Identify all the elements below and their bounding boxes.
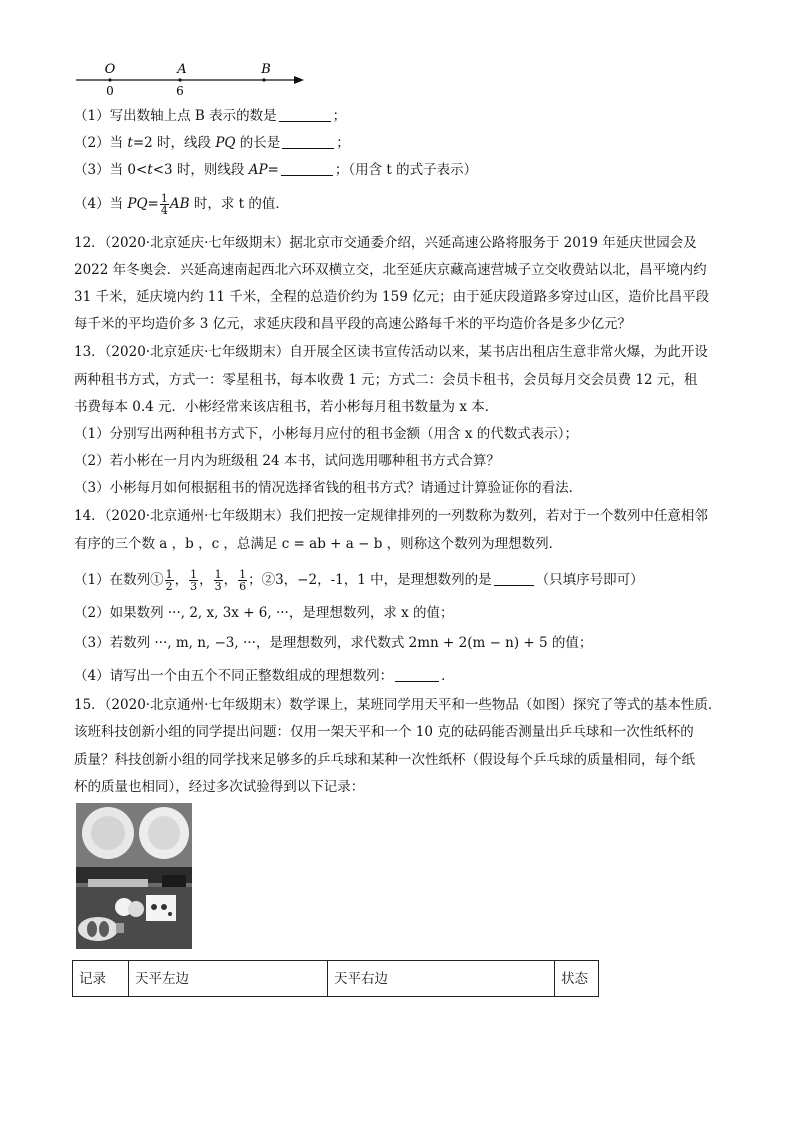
answer-blank[interactable] <box>282 134 334 149</box>
table-header-cell: 天平左边 <box>129 961 328 997</box>
var-pq: PQ <box>127 196 148 212</box>
label-b: B <box>261 62 271 77</box>
point-a <box>178 78 181 81</box>
q11-part2 <box>74 133 350 153</box>
q15-line: 杯的质量也相同），经过多次试验得到以下记录： <box>74 779 365 795</box>
q14-part2: （2）如果数列 ···, 2, x, 3x + 6, ···，是理想数列，求 x 的值； <box>74 605 454 621</box>
q14-part1-text: ；②3，−2，-1，1 中，是理想数列的是 <box>248 572 492 588</box>
fraction <box>238 569 247 592</box>
photo-illustration <box>76 803 192 949</box>
ruler <box>88 879 148 887</box>
point-b <box>262 78 265 81</box>
q11-part2-end: ； <box>336 135 350 151</box>
var-ab: AB <box>169 196 190 212</box>
q15-line: 15．（2020·北京通州·七年级期末）数学课上，某班同学用天平和一些物品（如图）探究了等式的基本性质． <box>74 697 722 713</box>
q11-part2-text: 的长是 <box>235 135 281 151</box>
q14-part1: （1）在数列① $\frac{1}{2}$ ， $\frac{1}{3}$ ， $\frac{1}{3}$ ， $\frac{1}{6}$ ；②3，−2，-1，1 中，是理想数列的是 （只填序号即可） <box>74 568 644 593</box>
label-a: A <box>177 62 187 77</box>
q13-line: 两种租书方式，方式一：零星租书，每本收费 1 元；方式二：会员卡租书，会员每月交会员费 12 元，租 <box>74 372 698 388</box>
paper-cups <box>78 917 118 941</box>
balance-scale-photo <box>76 803 192 949</box>
q11-part3-text: （3）当 0< <box>74 162 148 178</box>
fraction-numerator: 1 <box>165 568 173 581</box>
tick-0: 0 <box>106 84 114 98</box>
q11-part3-note: ；（用含 t 的式子表示） <box>334 162 478 178</box>
label-o: O <box>104 62 116 77</box>
q11-part4-text: （4）当 <box>74 196 128 212</box>
var-pq: PQ <box>215 135 236 151</box>
point-o <box>108 78 111 81</box>
q13-part3: （3）小彬每月如何根据租书的情况选择省钱的租书方式？请通过计算验证你的看法． <box>74 480 583 496</box>
q11-part4-text: 时，求 t 的值． <box>189 196 289 212</box>
q11-part1-end: ； <box>332 108 347 124</box>
table-header-cell: 状态 <box>555 961 599 997</box>
q14-line: 有序的三个数 a ，b ，c ，总满足 c = ab + a − b ，则称这个数列为理想数列． <box>74 536 563 552</box>
q11-part1 <box>74 106 346 126</box>
fraction-numerator: 1 <box>214 568 222 581</box>
q11-part2-text: =2 时，线段 <box>132 135 216 151</box>
answer-blank[interactable] <box>279 107 331 122</box>
q13-line: 书费每本 0.4 元．小彬经常来该店租书，若小彬每月租书数量为 x 本． <box>74 399 499 415</box>
var-t: t <box>127 135 133 151</box>
fraction <box>214 569 223 592</box>
fraction <box>189 569 198 592</box>
table-header-cell: 记录 <box>73 961 129 997</box>
q13-part1: （1）分别写出两种租书方式下，小彬每月应付的租书金额（用含 x 的代数式表示）； <box>74 426 579 442</box>
q12-line: 31 千米，延庆境内约 11 千米，全程的总造价约为 159 亿元；由于延庆段道路多穿过山区，造价比昌平段 <box>74 289 710 305</box>
q15-line: 该班科技创新小组的同学提出问题：仅用一架天平和一个 10 克的砝码能否测量出乒乓球和一次性纸杯的 <box>74 724 694 740</box>
q11-part4-text: = <box>147 196 159 212</box>
q14-part3: （3）若数列 ···, m, n, −3, ···，是理想数列，求代数式 2mn + 2(m − n) + 5 的值； <box>74 635 593 651</box>
q11-part4 <box>74 190 289 218</box>
tick-6: 6 <box>176 84 184 98</box>
var-ap: AP <box>248 162 268 178</box>
fraction-numerator: 1 <box>160 192 168 205</box>
fraction-denominator: 2 <box>165 580 173 593</box>
weight-box <box>146 895 176 921</box>
fraction-numerator: 1 <box>239 568 247 581</box>
q14-part4-text: （4）请写出一个由五个不同正整数组成的理想数列： <box>74 668 394 684</box>
q13-line: 13．（2020·北京延庆·七年级期末）自开展全区读书宣传活动以来，某书店出租店生意非常火爆，为此开设 <box>74 344 708 360</box>
q11-part3-text: = <box>267 162 279 178</box>
fraction-denominator: 6 <box>239 580 247 593</box>
number-line-figure <box>72 58 312 98</box>
answer-blank[interactable] <box>281 161 333 176</box>
answer-blank[interactable] <box>395 667 439 682</box>
answer-blank[interactable] <box>494 571 534 586</box>
number-line <box>72 58 312 98</box>
q14-line: 14．（2020·北京通州·七年级期末）我们把按一定规律排列的一列数称为数列，若对于一个数列中任意相邻 <box>74 508 708 524</box>
record-table <box>72 960 599 997</box>
q15-line: 质量？科技创新小组的同学找来足够多的乒乓球和某种一次性纸杯（假设每个乒乓球的质量相同，每个纸 <box>74 752 695 768</box>
q11-part2-text: （2）当 <box>74 135 128 151</box>
table-header-cell: 天平右边 <box>328 961 555 997</box>
table-header-row <box>73 961 599 997</box>
fraction-denominator: 4 <box>160 204 168 217</box>
axis-arrow-icon <box>294 76 304 84</box>
q14-part1-text: （1）在数列① <box>74 572 164 588</box>
q14-part4 <box>74 666 455 686</box>
fraction-numerator: 1 <box>190 568 198 581</box>
fraction-denominator: 3 <box>214 580 222 593</box>
q11-part1-text: （1）写出数轴上点 B 表示的数是 <box>74 108 277 124</box>
q12-line: 12．（2020·北京延庆·七年级期末）据北京市交通委介绍，兴延高速公路将服务于 2019 年延庆世园会及 <box>74 235 697 251</box>
q13-part2: （2）若小彬在一月内为班级租 24 本书，试问选用哪种租书方式合算？ <box>74 453 500 469</box>
q11-part3 <box>74 160 477 180</box>
q14-part1-note: （只填序号即可） <box>535 572 644 588</box>
q14-part4-end: ． <box>441 668 455 684</box>
fraction <box>165 569 174 592</box>
q12-line: 每千米的平均造价多 3 亿元，求延庆段和昌平段的高速公路每千米的平均造价各是多少亿元？ <box>74 316 632 332</box>
var-t: t <box>147 162 153 178</box>
q12-line: 2022 年冬奥会．兴延高速南起西北六环双横立交，北至延庆京藏高速营城子立交收费站以北，昌平境内约 <box>74 262 707 278</box>
q11-part3-text: <3 时，则线段 <box>152 162 249 178</box>
fraction-one-quarter <box>160 193 169 216</box>
fraction-denominator: 3 <box>190 580 198 593</box>
